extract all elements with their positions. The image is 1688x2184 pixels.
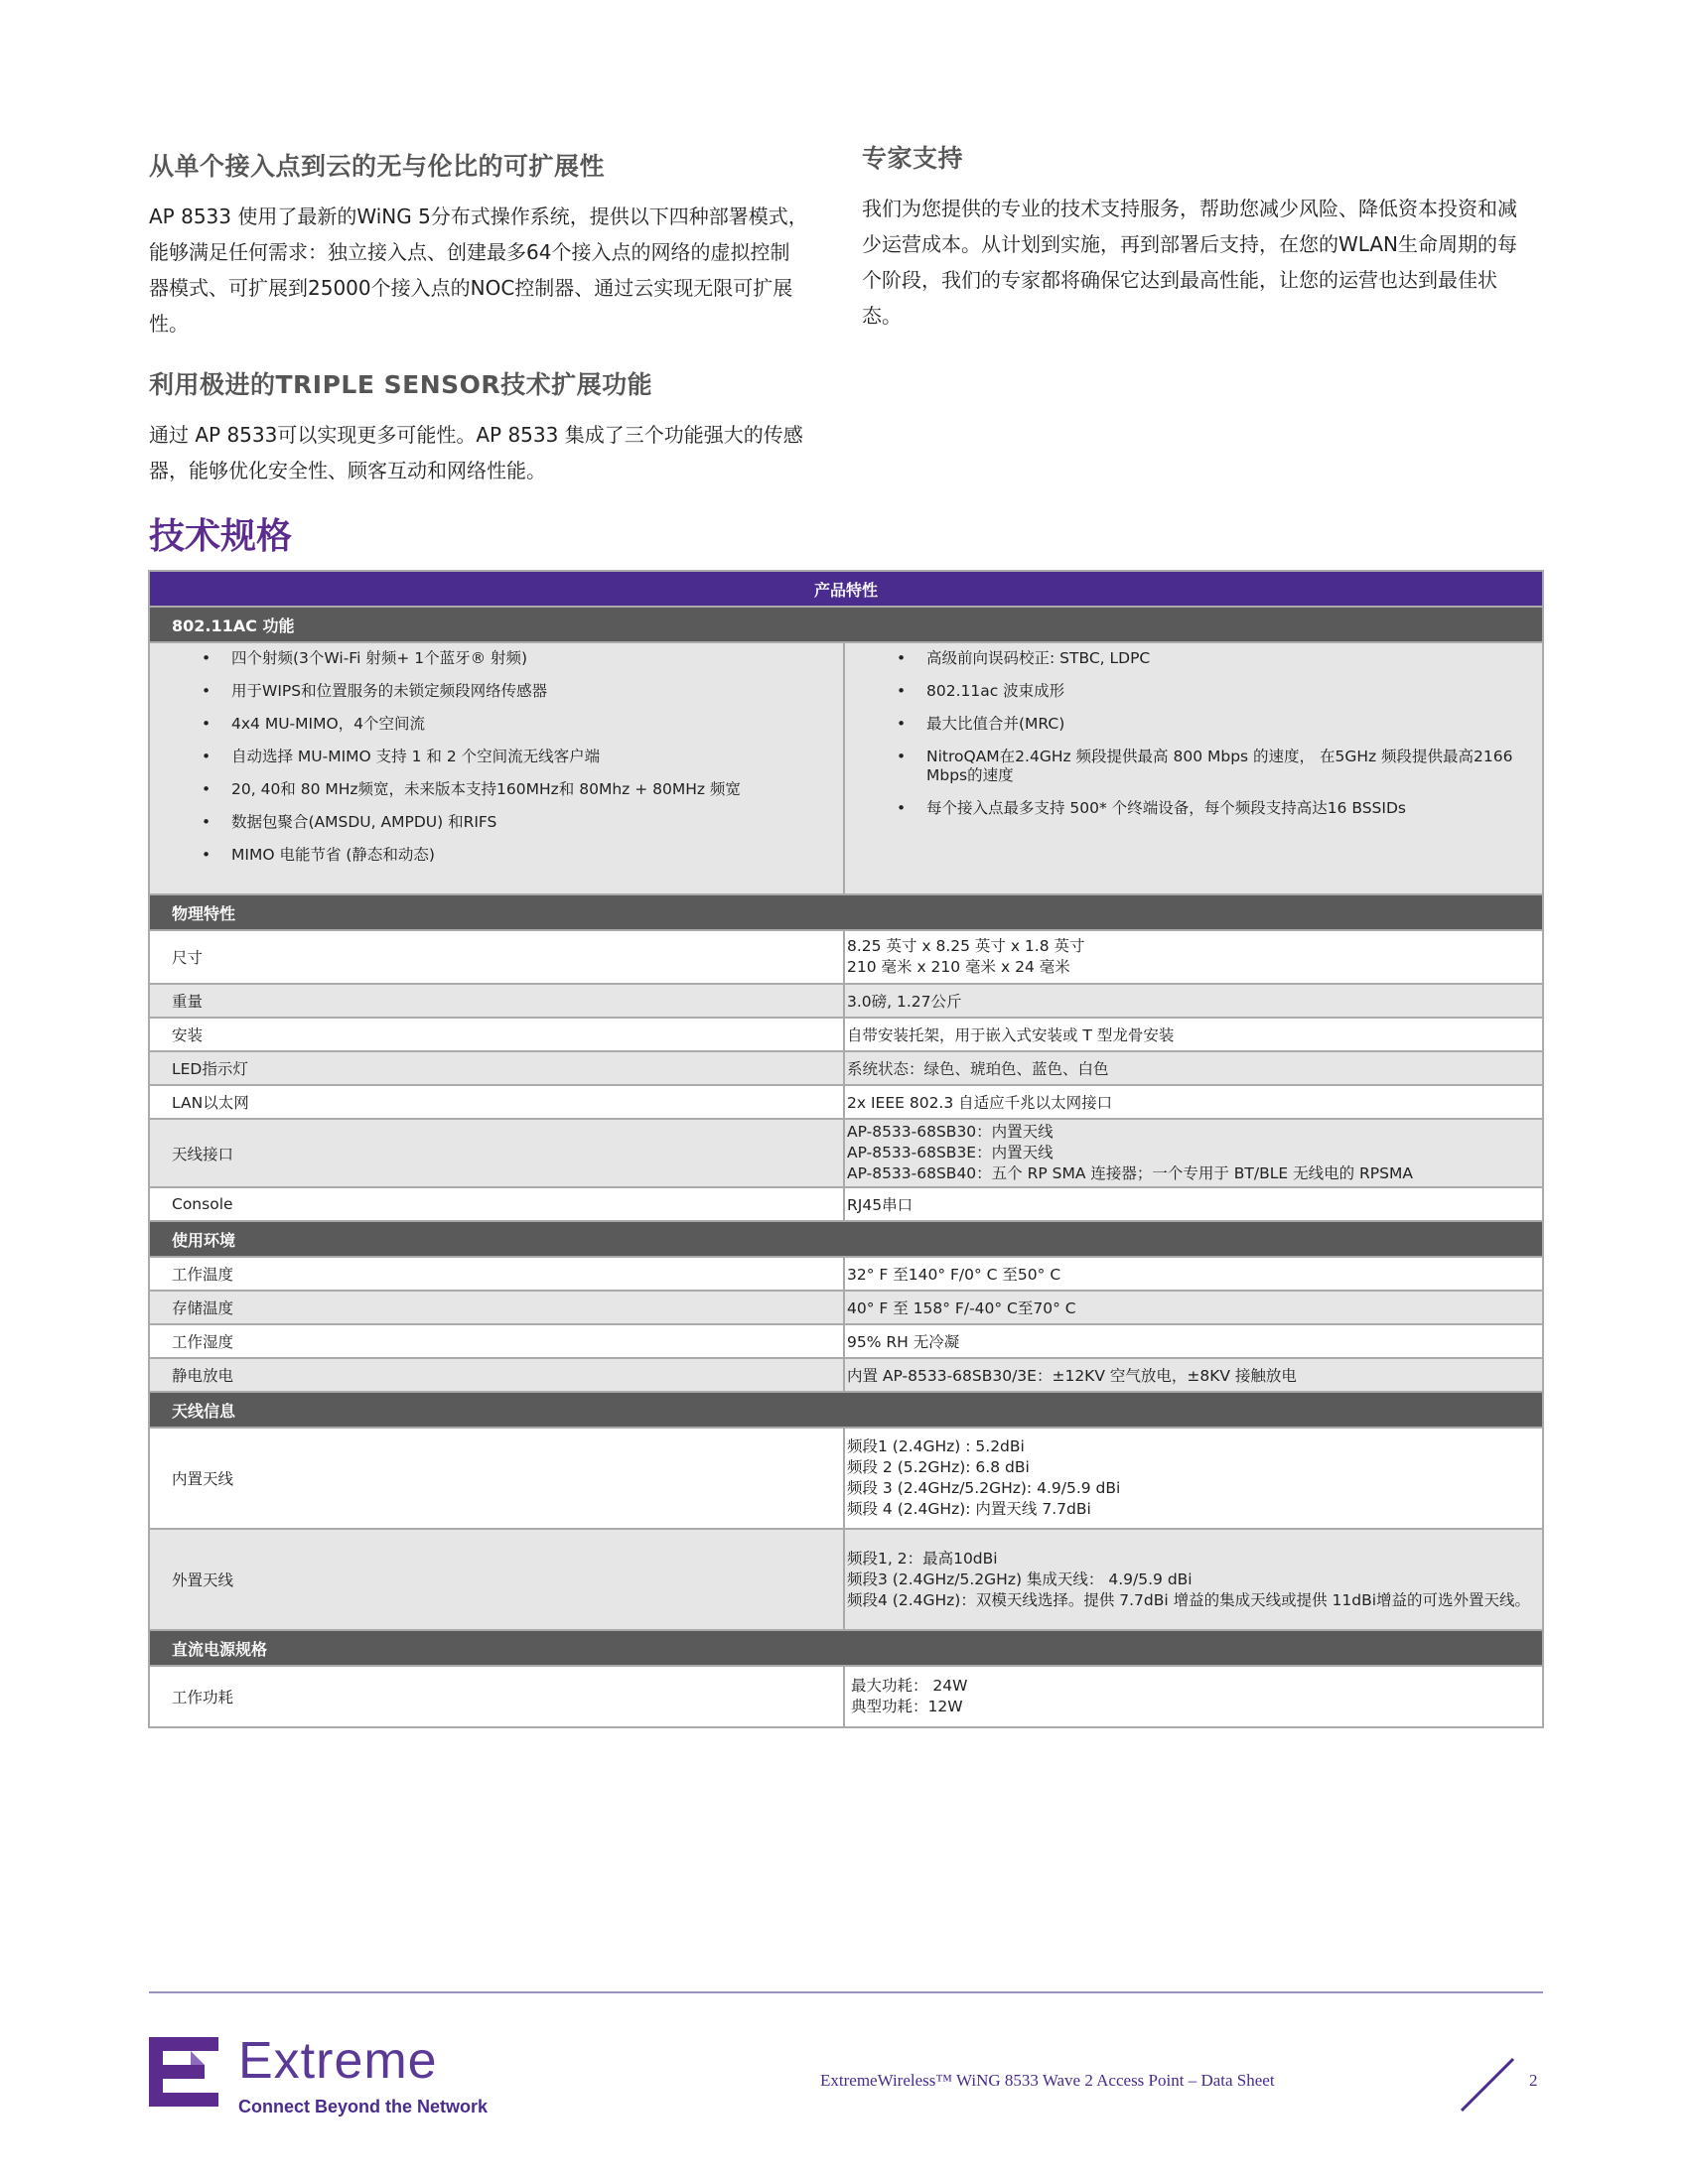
row-value xyxy=(844,1666,1543,1727)
footer-divider xyxy=(149,1991,1543,1993)
row-label: 尺寸 xyxy=(149,930,844,984)
row-label: 工作湿度 xyxy=(149,1324,844,1358)
row-value xyxy=(844,930,1543,984)
row-label: 天线接口 xyxy=(149,1119,844,1187)
footer-doc-title: ExtremeWireless™ WiNG 8533 Wave 2 Access Point – Data Sheet xyxy=(820,2071,1275,2090)
bullets-row xyxy=(149,642,1543,894)
list-item: • 4x4 MU-MIMO，4个空间流 xyxy=(160,715,833,734)
table-row xyxy=(149,1291,1543,1324)
expert-support-text: 我们为您提供的专业的技术支持服务，帮助您减少风险、降低资本投资和减少运营成本。从计划到实施，再到部署后支持，在您的WLAN生命周期的每个阶段，我们的专家都将确保它达到最高性能，让您的运营也达到最佳状态。 xyxy=(862,197,1518,328)
row-value: 内置 AP-8533-68SB30/3E：±12KV 空气放电，±8KV 接触放电 xyxy=(844,1358,1543,1392)
row-label: 工作温度 xyxy=(149,1257,844,1291)
list-item: • 自动选择 MU-MIMO 支持 1 和 2 个空间流无线客户端 xyxy=(160,748,833,766)
table-row xyxy=(149,1529,1543,1630)
bullets-right xyxy=(855,649,1532,818)
row-label: 重量 xyxy=(149,984,844,1018)
row-value: 2x IEEE 802.3 自适应千兆以太网接口 xyxy=(844,1085,1543,1119)
table-row xyxy=(149,1666,1543,1727)
list-item: • 四个射频(3个Wi-Fi 射频+ 1个蓝牙® 射频) xyxy=(160,649,833,668)
list-item: • 最大比值合并(MRC) xyxy=(855,715,1532,734)
section-power: 直流电源规格 xyxy=(149,1630,1543,1666)
right-column xyxy=(862,139,1522,357)
row-value xyxy=(844,1119,1543,1187)
row-value: 系统状态：绿色、琥珀色、蓝色、白色 xyxy=(844,1051,1543,1085)
row-label: 内置天线 xyxy=(149,1428,844,1529)
section-row xyxy=(149,1630,1543,1666)
table-row xyxy=(149,1358,1543,1392)
value-line: AP-8533-68SB30：内置天线 xyxy=(847,1123,1054,1141)
spec-header: 产品特性 xyxy=(149,571,1543,607)
value-line: 频段1, 2：最高10dBi xyxy=(847,1549,998,1568)
spec-table xyxy=(148,570,1544,1728)
row-value: 40° F 至 158° F/-40° C至70° C xyxy=(844,1291,1543,1324)
value-line: 频段3 (2.4GHz/5.2GHz) 集成天线： 4.9/5.9 dBi xyxy=(847,1570,1193,1588)
bullets-left-cell xyxy=(149,642,844,894)
list-item: • 每个接入点最多支持 500* 个终端设备，每个频段支持高达16 BSSIDs xyxy=(855,799,1532,818)
row-label: Console xyxy=(149,1187,844,1221)
value-line: AP-8533-68SB3E：内置天线 xyxy=(847,1144,1054,1161)
bullets-left xyxy=(160,649,833,865)
scalability-text: AP 8533 使用了最新的WiNG 5分布式操作系统，提供以下四种部署模式，能够满足任何需求：独立接入点、创建最多64个接入点的网络的虚拟控制器模式、可扩展到25000个接入点的NOC控制器、通过云实现无限可扩展性。 xyxy=(149,205,808,336)
row-label: LED指示灯 xyxy=(149,1051,844,1085)
list-item: • NitroQAM在2.4GHz 频段提供最高 800 Mbps 的速度， 在5GHz 频段提供最高2166 Mbps的速度 xyxy=(855,748,1532,785)
table-row xyxy=(149,1187,1543,1221)
row-value xyxy=(844,1428,1543,1529)
list-item: • 高级前向误码校正: STBC, LDPC xyxy=(855,649,1532,668)
row-value: 32° F 至140° F/0° C 至50° C xyxy=(844,1257,1543,1291)
slash-divider-icon xyxy=(1458,2055,1517,2115)
value-line: 8.25 英寸 x 8.25 英寸 x 1.8 英寸 xyxy=(847,937,1085,955)
row-label: 外置天线 xyxy=(149,1529,844,1630)
table-row xyxy=(149,984,1543,1018)
list-item: • 20, 40和 80 MHz频宽，未来版本支持160MHz和 80Mhz + 80MHz 频宽 xyxy=(160,780,833,799)
section-row xyxy=(149,607,1543,642)
section-row xyxy=(149,1392,1543,1428)
row-label: 存储温度 xyxy=(149,1291,844,1324)
value-line: 频段1 (2.4GHz) : 5.2dBi xyxy=(847,1437,1025,1455)
logo-wordmark: Extreme xyxy=(238,2032,438,2090)
page-number: 2 xyxy=(1529,2071,1538,2090)
row-label: LAN以太网 xyxy=(149,1085,844,1119)
expert-support-heading: 专家支持 xyxy=(862,144,964,173)
section-80211ac: 802.11AC 功能 xyxy=(149,607,1543,642)
value-line: 典型功耗：12W xyxy=(851,1698,963,1715)
list-item: • 802.11ac 波束成形 xyxy=(855,682,1532,701)
section-row xyxy=(149,1221,1543,1257)
table-row xyxy=(149,1119,1543,1187)
section-antenna: 天线信息 xyxy=(149,1392,1543,1428)
row-value xyxy=(844,1529,1543,1630)
table-row xyxy=(149,1018,1543,1051)
extreme-e-icon xyxy=(149,2037,218,2107)
logo-tagline: Connect Beyond the Network xyxy=(238,2097,489,2116)
bullets-right-cell xyxy=(844,642,1543,894)
section-row xyxy=(149,894,1543,930)
section-environment: 使用环境 xyxy=(149,1221,1543,1257)
spec-header-row xyxy=(149,571,1543,607)
triple-sensor-text: 通过 AP 8533可以实现更多可能性。AP 8533 集成了三个功能强大的传感器，能够优化安全性、顾客互动和网络性能。 xyxy=(149,423,803,482)
list-item: • MIMO 电能节省 (静态和动态) xyxy=(160,846,833,865)
value-line: AP-8533-68SB40：五个 RP SMA 连接器；一个专用于 BT/BLE 无线电的 RPSMA xyxy=(847,1164,1413,1182)
list-item: • 用于WIPS和位置服务的未锁定频段网络传感器 xyxy=(160,682,833,701)
row-label: 工作功耗 xyxy=(149,1666,844,1727)
table-row xyxy=(149,1324,1543,1358)
row-value: 自带安装托架，用于嵌入式安装或 T 型龙骨安装 xyxy=(844,1018,1543,1051)
tech-specs-title: 技术规格 xyxy=(149,516,293,557)
row-value: RJ45串口 xyxy=(844,1187,1543,1221)
table-row xyxy=(149,1085,1543,1119)
scalability-heading: 从单个接入点到云的无与伦比的可扩展性 xyxy=(149,152,606,181)
value-line: 210 毫米 x 210 毫米 x 24 毫米 xyxy=(847,958,1070,976)
section-physical: 物理特性 xyxy=(149,894,1543,930)
left-column xyxy=(149,147,809,512)
row-value: 3.0磅, 1.27公斤 xyxy=(844,984,1543,1018)
table-row xyxy=(149,1257,1543,1291)
extreme-logo xyxy=(149,2032,506,2126)
value-line: 频段 2 (5.2GHz): 6.8 dBi xyxy=(847,1458,1030,1476)
row-label: 静电放电 xyxy=(149,1358,844,1392)
row-label: 安装 xyxy=(149,1018,844,1051)
value-line: 频段 3 (2.4GHz/5.2GHz): 4.9/5.9 dBi xyxy=(847,1479,1121,1497)
triple-sensor-heading: 利用极进的TRIPLE SENSOR技术扩展功能 xyxy=(149,370,653,399)
table-row xyxy=(149,1428,1543,1529)
value-line: 频段4 (2.4GHz)：双模天线选择。提供 7.7dBi 增益的集成天线或提供 11dBi增益的可选外置天线。 xyxy=(847,1590,1531,1609)
row-value: 95% RH 无冷凝 xyxy=(844,1324,1543,1358)
table-row xyxy=(149,1051,1543,1085)
table-row xyxy=(149,930,1543,984)
value-line: 频段 4 (2.4GHz): 内置天线 7.7dBi xyxy=(847,1500,1091,1518)
value-line: 最大功耗： 24W xyxy=(851,1677,968,1695)
list-item: • 数据包聚合(AMSDU, AMPDU) 和RIFS xyxy=(160,813,833,832)
